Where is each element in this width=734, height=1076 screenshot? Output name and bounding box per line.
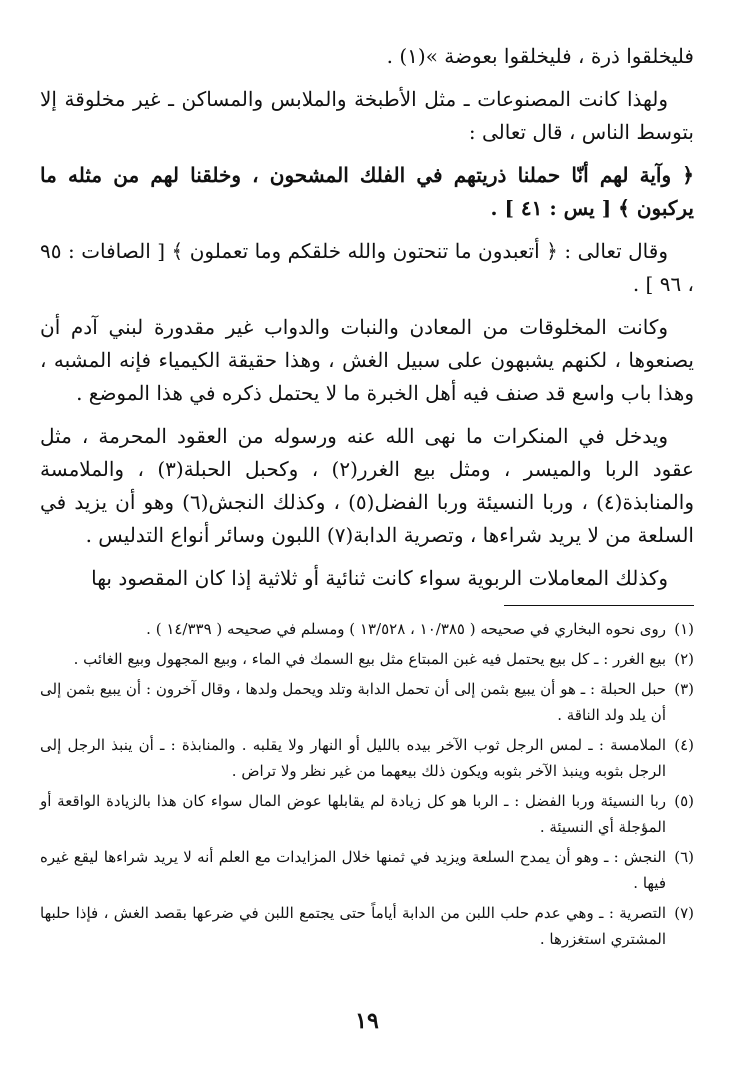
quran-verse-yasin: ﴿ وآية لهم أنّا حملنا ذريتهم في الفلك المشحون ، وخلقنا لهم من مثله ما يركبون ﴾ [ يس : ٤١ ] . bbox=[40, 163, 694, 220]
footnote-item bbox=[40, 616, 694, 642]
footnote-item bbox=[40, 732, 694, 784]
footnote-divider bbox=[504, 605, 694, 606]
footnote-number: (٦) bbox=[674, 848, 694, 866]
paragraph-created-things: وكانت المخلوقات من المعادن والنبات والدواب غير مقدورة لبني آدم أن يصنعوها ، لكنهم يشبهون على سبيل الغش ، وهذا حقيقة الكيمياء فإنه المشبه ، وهذا باب واسع قد صنف فيه أهل الخبرة ما لا يحتمل ذكره في هذا الموضع . bbox=[40, 315, 694, 405]
footnote-text: بيع الغرر : ـ كل بيع يحتمل فيه غبن المبتاع مثل بيع السمك في الماء ، وبيع المجهول وبيع الغائب . bbox=[73, 650, 666, 668]
paragraph-manufactured-things: ولهذا كانت المصنوعات ـ مثل الأطبخة والملابس والمساكن ـ غير مخلوقة إلا بتوسط الناس ، قال تعالى : bbox=[40, 87, 694, 144]
footnote-text: ربا النسيئة وربا الفضل : ـ الربا هو كل زيادة لم يقابلها عوض المال سواء كان هذا بالزيادة الواقعة أو المؤجلة أي النسيئة . bbox=[40, 792, 666, 836]
page-number: ١٩ bbox=[355, 1008, 379, 1034]
footnote-text: روى نحوه البخاري في صحيحه ( ١٠/٣٨٥ ، ١٣/٥٢٨ ) ومسلم في صحيحه ( ١٤/٣٣٩ ) . bbox=[146, 620, 666, 638]
footnote-text: الملامسة : ـ لمس الرجل ثوب الآخر بيده بالليل أو النهار ولا يقلبه . والمنابذة : ـ أن ينبذ الرجل إلى الرجل بثوبه وينبذ الآخر بثوبه ويكون ذلك بيعهما من غير نظر ولا تراض . bbox=[40, 736, 666, 780]
footnote-text: التصرية : ـ وهي عدم حلب اللبن من الدابة أياماً حتى يجتمع اللبن في ضرعها بقصد الغش ، فإذا حلبها المشتري استغزرها . bbox=[40, 904, 666, 948]
footnote-number: (٧) bbox=[674, 904, 694, 922]
footnote-item bbox=[40, 900, 694, 952]
footnotes bbox=[40, 616, 694, 952]
footnote-item bbox=[40, 788, 694, 840]
footnote-number: (١) bbox=[674, 620, 694, 638]
footnote-text: النجش : ـ وهو أن يمدح السلعة ويزيد في ثمنها خلال المزايدات مع العلم أنه لا يريد شراءها ليقع غيره فيها . bbox=[40, 848, 666, 892]
footnote-item bbox=[40, 676, 694, 728]
paragraph-hadith-end: فليخلقوا ذرة ، فليخلقوا بعوضة »(١) . bbox=[386, 44, 694, 68]
quran-verse-saffat: وقال تعالى : ﴿ أتعبدون ما تنحتون والله خلقكم وما تعملون ﴾ [ الصافات : ٩٥ ، ٩٦ ] . bbox=[40, 239, 694, 296]
footnote-number: (٢) bbox=[674, 650, 694, 668]
footnote-number: (٤) bbox=[674, 736, 694, 754]
book-page bbox=[40, 40, 694, 1040]
main-text bbox=[40, 40, 694, 595]
paragraph-forbidden-contracts: ويدخل في المنكرات ما نهى الله عنه ورسوله من العقود المحرمة ، مثل عقود الربا والميسر ، ومثل بيع الغرر(٢) ، وكحبل الحبلة(٣) ، والملامسة والمنابذة(٤) ، وربا النسيئة وربا الفضل(٥) ، وكذلك النجش(٦) وهو أن يزيد في السلعة من لا يريد شراءها ، وتصرية الدابة(٧) اللبون وسائر أنواع التدليس . bbox=[40, 424, 694, 547]
footnote-item bbox=[40, 646, 694, 672]
paragraph-usury-transactions: وكذلك المعاملات الربوية سواء كانت ثنائية أو ثلاثية إذا كان المقصود بها bbox=[91, 566, 668, 590]
footnote-number: (٣) bbox=[674, 680, 694, 698]
footnote-item bbox=[40, 844, 694, 896]
footnote-number: (٥) bbox=[674, 792, 694, 810]
footnote-text: حبل الحبلة : ـ هو أن يبيع بثمن إلى أن تحمل الدابة وتلد ويحمل ولدها ، وقال آخرون : أن يبيع بثمن إلى أن يلد ولد الناقة . bbox=[40, 680, 666, 724]
